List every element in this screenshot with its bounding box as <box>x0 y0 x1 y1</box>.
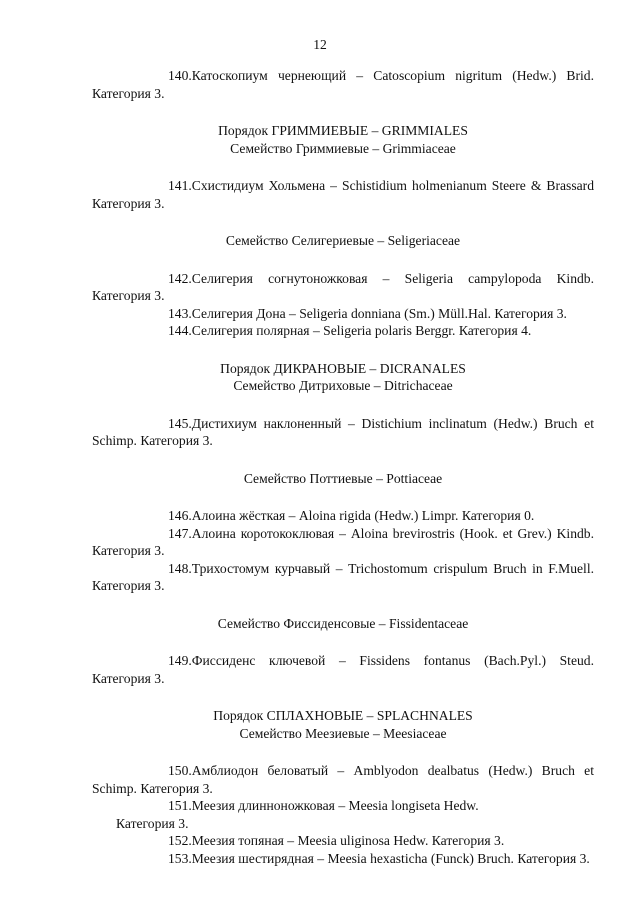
entry-text: Трихостомум курчавый – Trichostomum crispulum Bruch in F.Muell. Категория 3. <box>92 560 594 593</box>
entry-number: 149. <box>168 653 192 668</box>
entry-number: 153. <box>168 850 192 866</box>
entry-text: Селигерия Дона – Seligeria donniana (Sm.) Müll.Hal. Категория 3. <box>191 305 567 321</box>
family-heading-pottiaceae: Семейство Поттиевые – Pottiaceae <box>243 470 443 486</box>
entry-number: 142. <box>168 270 192 286</box>
family-heading-grimmiaceae: Семейство Гриммиевые – Grimmiaceae <box>230 140 456 156</box>
order-heading-grimmiales: Порядок ГРИММИЕВЫЕ – GRIMMIALES <box>218 123 468 138</box>
species-entry-149 <box>92 652 594 687</box>
species-entry-152 <box>92 832 594 850</box>
species-entry-141 <box>92 177 594 212</box>
species-entry-147 <box>92 525 594 560</box>
entry-number: 143. <box>168 305 192 321</box>
species-entry-143 <box>92 305 594 323</box>
species-entry-151 <box>92 797 594 815</box>
species-entry-140 <box>92 67 594 102</box>
entry-text: Фиссиденс ключевой – Fissidens fontanus (Bach.Pyl.) Steud. Категория 3. <box>92 653 594 686</box>
species-entry-151-continuation: Категория 3. <box>116 815 189 831</box>
entry-text: Катоскопиум чернеющий – Catoscopium nigritum (Hedw.) Brid. Категория 3. <box>92 68 594 101</box>
entry-text: Алоина коротококлювая – Aloina brevirostris (Hook. et Grev.) Kindb. Категория 3. <box>92 525 594 558</box>
species-entry-148 <box>92 560 594 595</box>
family-heading-fissidentaceae: Семейство Фиссиденсовые – Fissidentaceae <box>217 615 469 631</box>
order-heading-splachnales: Порядок СПЛАХНОВЫЕ – SPLACHNALES <box>213 708 473 723</box>
entry-text: Дистихиум наклоненный – Distichium inclinatum (Hedw.) Bruch et Schimp. Категория 3. <box>92 415 594 448</box>
entry-text: Меезия топяная – Meesia uliginosa Hedw. Категория 3. <box>191 833 505 848</box>
entry-text: Схистидиум Хольмена – Schistidium holmenianum Steere & Brassard Категория 3. <box>92 178 594 211</box>
species-entry-142 <box>92 270 594 305</box>
entry-number: 147. <box>168 525 192 541</box>
entry-number: 145. <box>168 415 192 431</box>
species-entry-145 <box>92 415 594 450</box>
entry-number: 151. <box>168 798 192 813</box>
entry-number: 144. <box>168 323 192 338</box>
document-body <box>92 67 594 867</box>
family-heading-ditrichaceae: Семейство Дитриховые – Ditrichaceae <box>233 378 453 393</box>
entry-number: 152. <box>168 833 192 848</box>
entry-text: Алоина жёсткая – Aloina rigida (Hedw.) Limpr. Категория 0. <box>191 508 535 523</box>
species-entry-153 <box>92 850 594 868</box>
species-entry-150 <box>92 762 594 797</box>
entry-number: 146. <box>168 508 192 523</box>
species-entry-146 <box>92 507 594 525</box>
entry-number: 140. <box>168 68 192 83</box>
entry-number: 141. <box>168 178 192 193</box>
entry-number: 148. <box>168 560 192 576</box>
family-heading-seligeriaceae: Семейство Селигериевые – Seligeriaceae <box>225 233 461 248</box>
entry-text: Селигерия полярная – Seligeria polaris Berggr. Категория 4. <box>191 323 532 338</box>
species-entry-144 <box>92 322 594 340</box>
entry-text: Селигерия согнутоножковая – Seligeria campylopoda Kindb. Категория 3. <box>92 270 594 303</box>
family-heading-meesiaceae: Семейство Меезиевые – Meesiaceae <box>239 725 447 741</box>
entry-text: Меезия длинноножковая – Meesia longiseta Hedw. <box>191 798 479 813</box>
entry-number: 150. <box>168 763 192 778</box>
page-number: 12 <box>313 37 327 52</box>
order-heading-dicranales: Порядок ДИКРАНОВЫЕ – DICRANALES <box>220 360 466 376</box>
entry-text: Амблиодон беловатый – Amblyodon dealbatus (Hedw.) Bruch et Schimp. Категория 3. <box>92 763 594 796</box>
entry-text: Меезия шестирядная – Meesia hexasticha (Funck) Bruch. Категория 3. <box>191 850 590 866</box>
